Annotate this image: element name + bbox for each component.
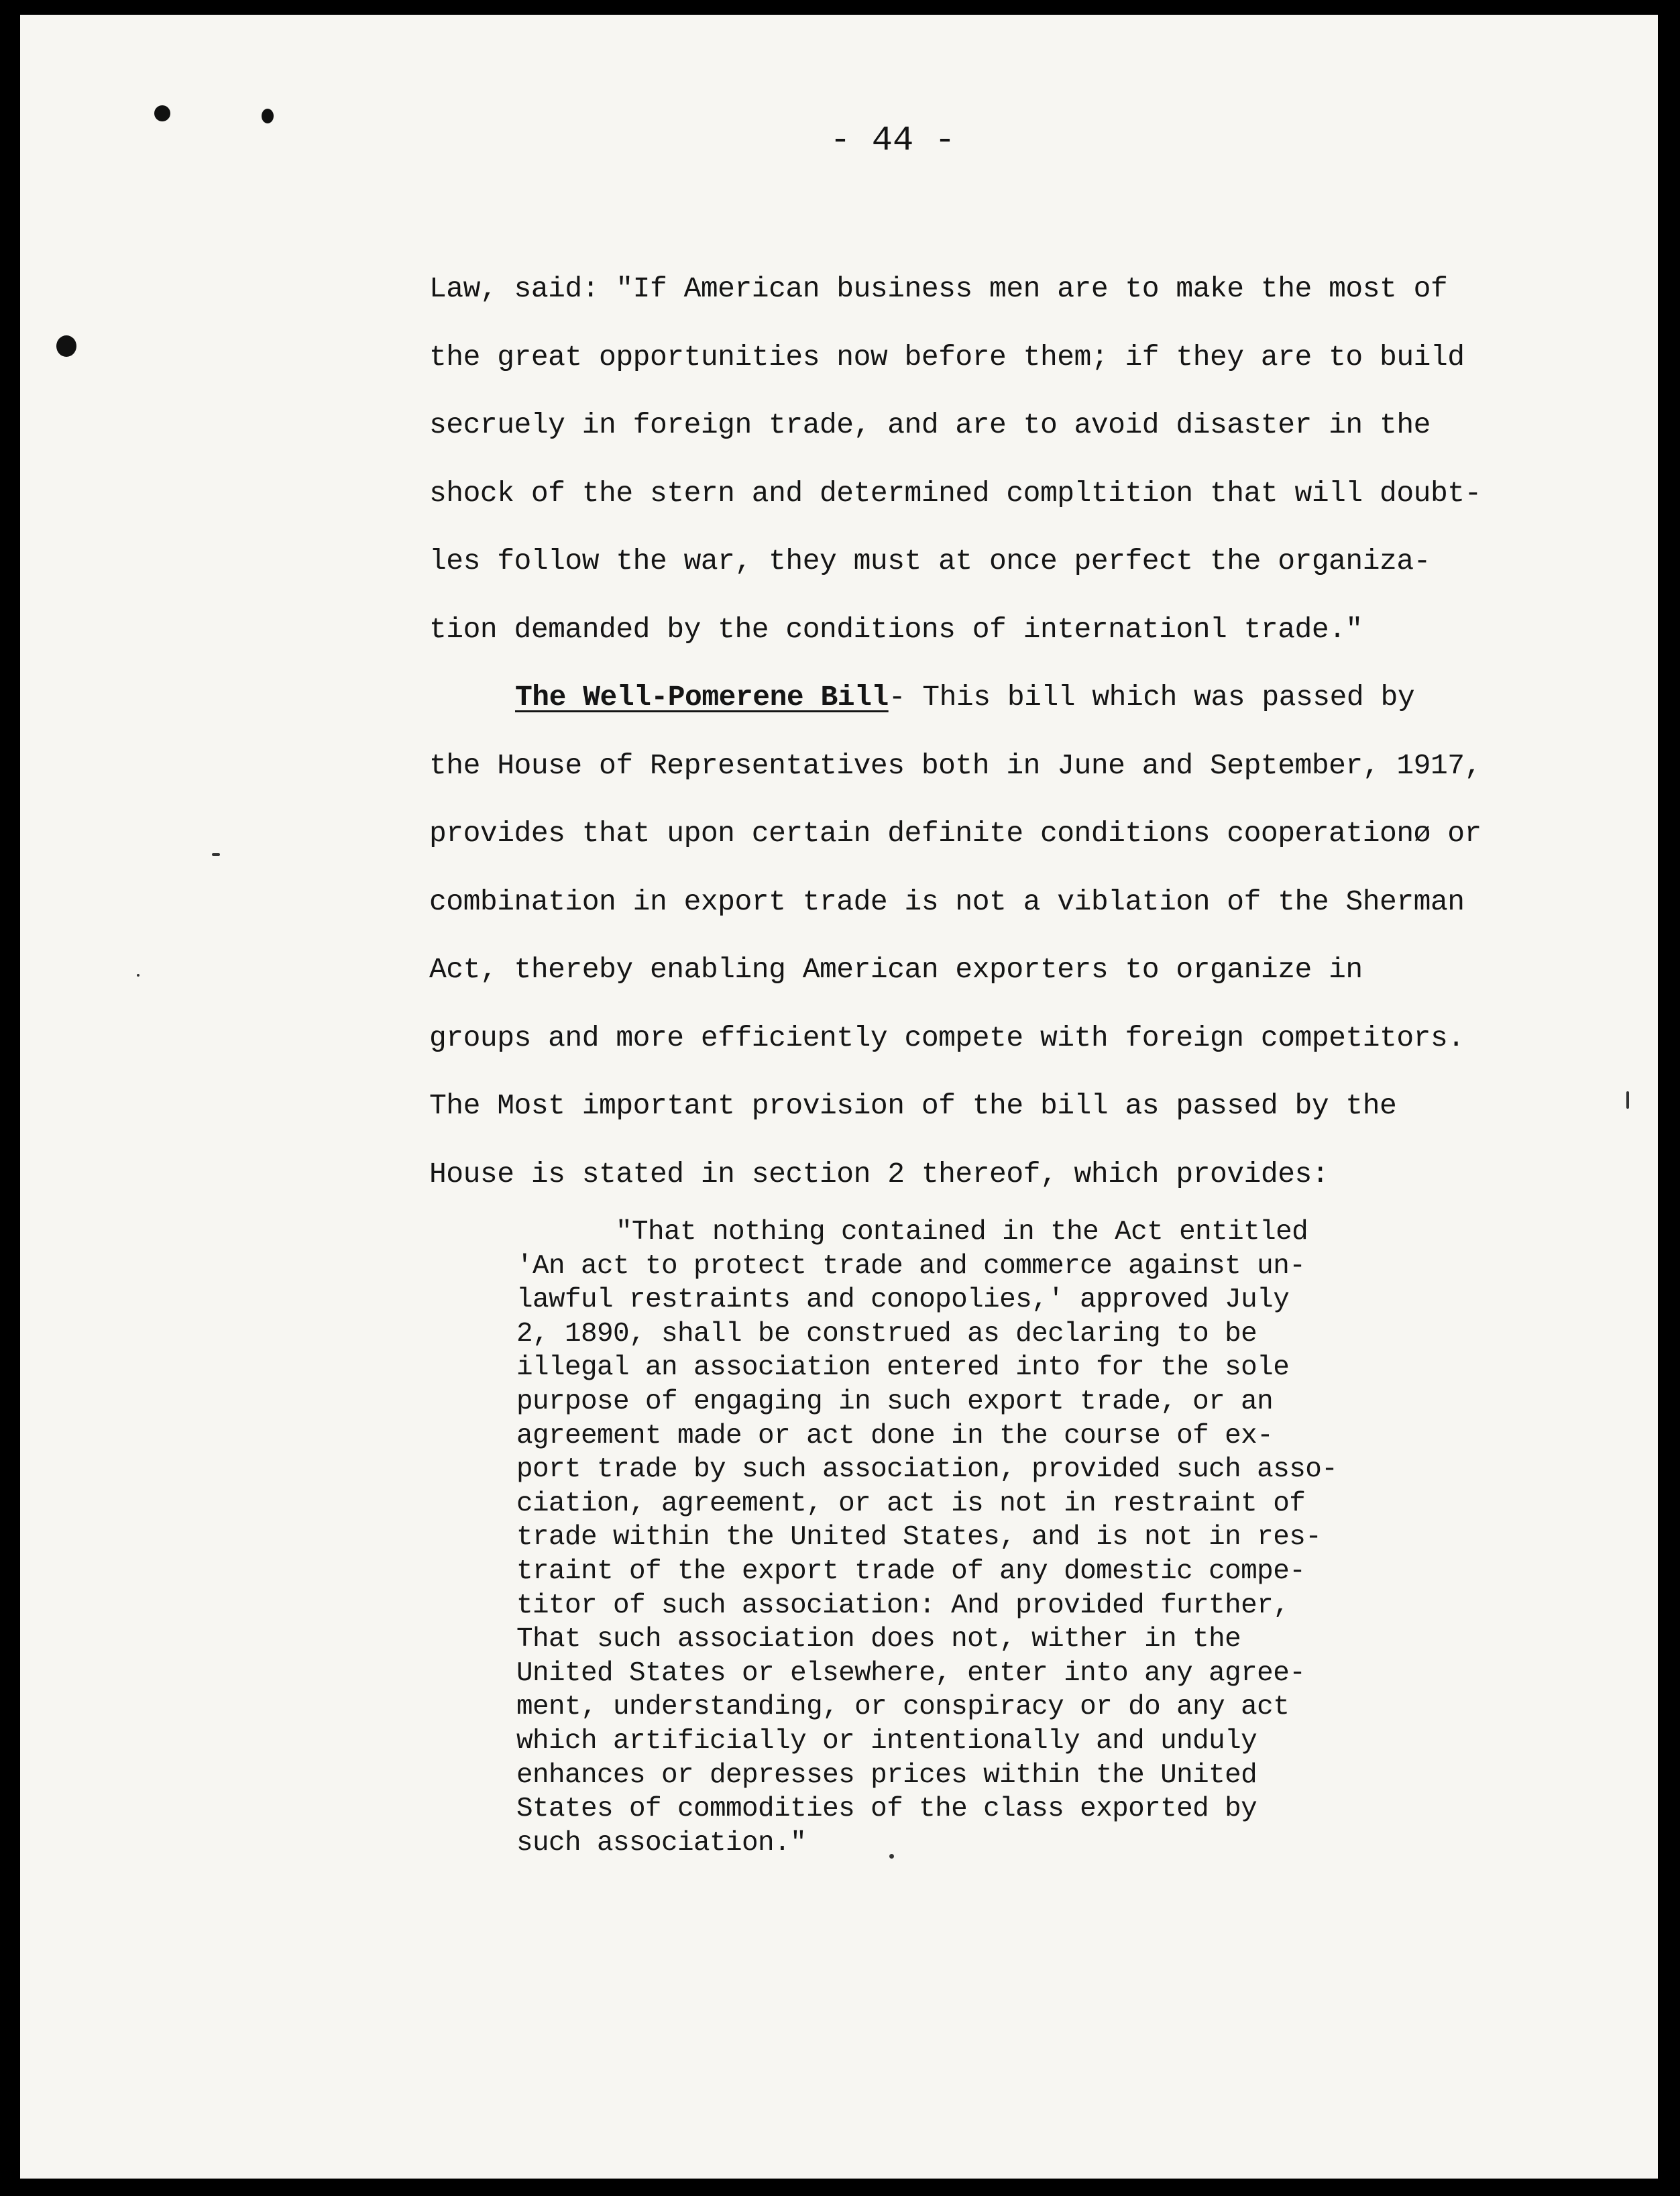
quote-line: United States or elsewhere, enter into any agree-	[516, 1657, 1306, 1689]
body-text	[429, 255, 1536, 1208]
quote-line: That such association does not, wither in the	[516, 1624, 1241, 1655]
paper-speck	[212, 853, 220, 856]
text-line: the House of Representatives both in June and September, 1917,	[429, 749, 1481, 782]
quote-line: ciation, agreement, or act is not in restraint of	[516, 1488, 1306, 1519]
quote-line: port trade by such association, provided such asso-	[516, 1454, 1338, 1486]
quote-line: trade within the United States, and is not in res-	[516, 1522, 1322, 1553]
text-line: tion demanded by the conditions of internationl trade."	[429, 612, 1363, 646]
paper-speck	[1626, 1091, 1629, 1109]
section-heading-line	[429, 663, 1536, 732]
block-quote	[516, 1215, 1482, 1860]
quote-line: 'An act to protect trade and commerce against un-	[516, 1250, 1306, 1282]
binder-hole-left	[56, 335, 76, 357]
quote-line: agreement made or act done in the course of ex-	[516, 1420, 1274, 1451]
text-line: the great opportunities now before them; if they are to build	[429, 340, 1465, 374]
quote-line: "That nothing contained in the Act entitled	[616, 1217, 1308, 1248]
quote-line: such association."	[516, 1827, 807, 1859]
quote-line: 2, 1890, shall be construed as declaring to be	[516, 1318, 1257, 1350]
quote-line: which artificially or intentionally and unduly	[516, 1725, 1257, 1757]
text-line: secruely in foreign trade, and are to avoid disaster in the	[429, 408, 1431, 441]
text-line: House is stated in section 2 thereof, which provides:	[429, 1157, 1329, 1191]
text-line: shock of the stern and determined compltition that will doubt-	[429, 476, 1481, 510]
quote-line: ment, understanding, or conspiracy or do any act	[516, 1692, 1290, 1723]
text-line: provides that upon certain definite conditions cooperationø or	[429, 817, 1481, 850]
quote-line: purpose of engaging in such export trade, or an	[516, 1386, 1274, 1417]
text-line: The Most important provision of the bill as passed by the	[429, 1089, 1397, 1122]
section-heading: The Well-Pomerene Bill	[515, 681, 889, 714]
text-line: les follow the war, they must at once perfect the organiza-	[429, 545, 1431, 578]
text-line: Act, thereby enabling American exporters to organize in	[429, 953, 1363, 986]
quote-line: traint of the export trade of any domestic compe-	[516, 1555, 1306, 1587]
quote-line: lawful restraints and conopolies,' approved July	[516, 1284, 1290, 1316]
text-line: combination in export trade is not a viblation of the Sherman	[429, 885, 1465, 918]
quote-line: titor of such association: And provided further,	[516, 1590, 1290, 1621]
quote-line: enhances or depresses prices within the United	[516, 1759, 1257, 1791]
text-line: groups and more efficiently compete with foreign competitors.	[429, 1021, 1465, 1054]
document-page	[20, 15, 1658, 2179]
quote-line: illegal an association entered into for the sole	[516, 1352, 1290, 1384]
page-number: - 44 -	[830, 121, 956, 160]
binder-hole-top-left	[154, 105, 170, 121]
quote-line: States of commodities of the class exported by	[516, 1794, 1257, 1825]
paper-speck	[137, 974, 139, 977]
text-span: - This bill which was passed by	[888, 681, 1415, 714]
text-line: Law, said: "If American business men are to make the most of	[429, 272, 1448, 305]
